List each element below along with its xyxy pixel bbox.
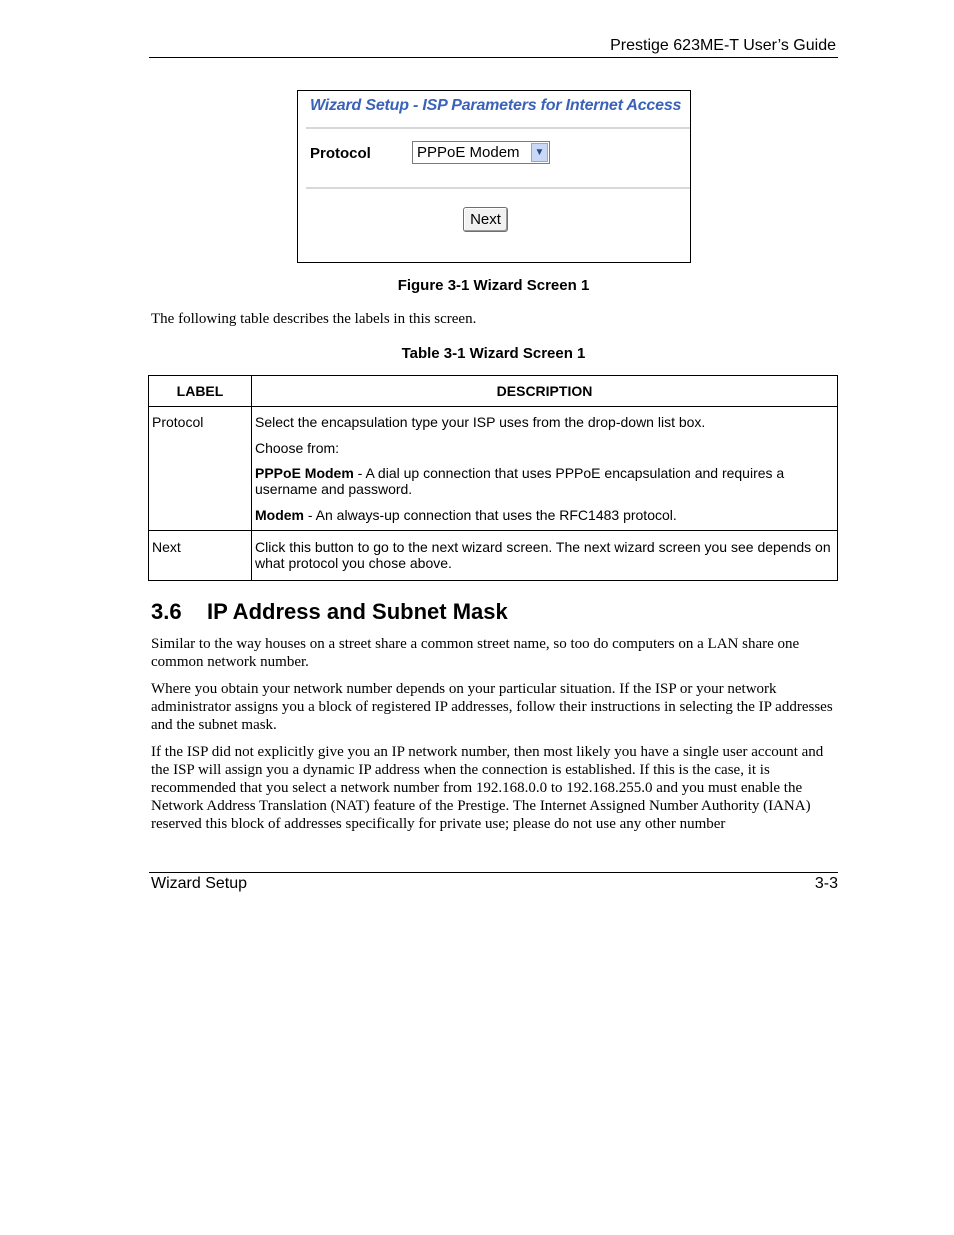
- section-heading: [151, 599, 508, 625]
- description-column-header: DESCRIPTION: [252, 376, 838, 407]
- protocol-select-value: PPPoE Modem: [417, 144, 520, 161]
- description-paragraph: Select the encapsulation type your ISP uses from the drop-down list box.: [255, 414, 706, 430]
- table-row: [149, 531, 838, 581]
- page-number: 3-3: [814, 875, 838, 892]
- table-row: [149, 407, 838, 531]
- option-name: PPPoE Modem: [255, 465, 354, 481]
- description-paragraph: [255, 507, 834, 523]
- protocol-select[interactable]: [412, 141, 550, 164]
- option-description: - An always-up connection that uses the RFC1483 protocol.: [304, 507, 677, 523]
- row-label: Protocol: [149, 407, 252, 531]
- section-number: 3.6: [151, 599, 182, 624]
- intro-text: The following table describes the labels in this screen.: [151, 311, 477, 327]
- option-name: Modem: [255, 507, 304, 523]
- option-description: - A dial up connection that uses PPPoE encapsulation and requires a username and password.: [255, 465, 785, 497]
- page-header-title: Prestige 623ME-T User’s Guide: [610, 37, 836, 54]
- body-paragraph: Similar to the way houses on a street share a common street name, so too do computers on a LAN share one common network number.: [151, 636, 800, 670]
- protocol-label: Protocol: [310, 145, 371, 162]
- label-column-header: LABEL: [149, 376, 252, 407]
- wizard-divider-bottom: [306, 187, 690, 189]
- description-paragraph: [255, 465, 834, 497]
- chevron-down-icon[interactable]: ▼: [531, 143, 548, 162]
- description-paragraph: Choose from:: [255, 440, 340, 456]
- row-description: [252, 407, 838, 531]
- wizard-title: Wizard Setup - ISP Parameters for Internet Access: [310, 97, 682, 114]
- section-title: IP Address and Subnet Mask: [207, 599, 508, 624]
- next-button[interactable]: Next: [463, 207, 508, 232]
- wizard-divider-top: [306, 127, 690, 129]
- body-paragraph: Where you obtain your network number depends on your particular situation. If the ISP or your network administrator assigns you a block of registered IP addresses, follow their instructions in selecting the IP addresses and the subnet mask.: [151, 681, 833, 733]
- table-header-row: [149, 376, 838, 407]
- row-description: Click this button to go to the next wizard screen. The next wizard screen you see depends on what protocol you chose above.: [252, 531, 838, 581]
- wizard-screenshot-figure: [297, 90, 691, 263]
- figure-caption: Figure 3-1 Wizard Screen 1: [397, 277, 590, 294]
- footer-divider: [149, 872, 838, 873]
- description-table: [148, 375, 838, 581]
- table-caption: Table 3-1 Wizard Screen 1: [401, 345, 586, 362]
- body-paragraph: If the ISP did not explicitly give you an IP network number, then most likely you have a single user account and the ISP will assign you a dynamic IP address when the connection is established. If this is the case, it is recommended that you select a network number from 192.168.0.0 to 192.168.255.0 and you must enable the Network Address Translation (NAT) feature of the Prestige. The Internet Assigned Number Authority (IANA) reserved this block of addresses specifically for private use; please do not use any other number: [151, 744, 824, 832]
- footer-chapter: Wizard Setup: [151, 875, 248, 892]
- header-divider: [149, 57, 838, 58]
- row-label: Next: [149, 531, 252, 581]
